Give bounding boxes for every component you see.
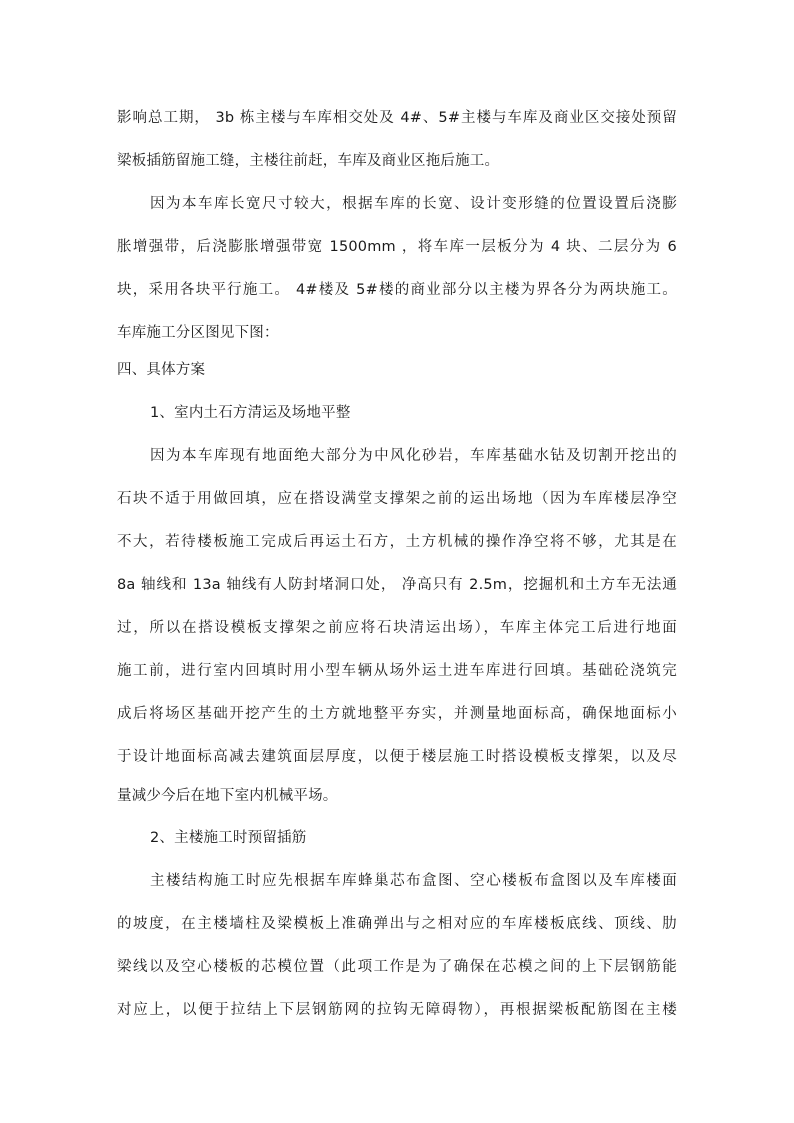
body-line: 石块不适于用做回填，应在搭设满堂支撑架之前的运出场地（因为车库楼层净空: [117, 491, 677, 507]
body-line: 因为本车库现有地面绝大部分为中风化砂岩，车库基础水钻及切割开挖出的: [150, 448, 677, 464]
subsection-heading: 2、主楼施工时预留插筋: [150, 830, 307, 846]
subsection-heading: 1、室内土石方清运及场地平整: [150, 405, 351, 421]
body-line: 不大，若待楼板施工完成后再运土石方，土方机械的操作净空将不够，尤其是在: [117, 534, 677, 550]
body-line: 对应上，以便于拉结上下层钢筋网的拉钩无障碍物），再根据梁板配筋图在主楼: [117, 1002, 677, 1018]
body-line: 车库施工分区图见下图：: [117, 325, 279, 341]
body-line: 的坡度，在主楼墙柱及梁模板上准确弹出与之相对应的车库楼板底线、顶线、肋: [117, 916, 677, 932]
body-line: 量减少今后在地下室内机械平场。: [117, 788, 338, 804]
body-line: 因为本车库长宽尺寸较大，根据车库的长宽、设计变形缝的位置设置后浇膨: [150, 196, 677, 212]
body-line: 梁板插筋留施工缝，主楼往前赶，车库及商业区拖后施工。: [117, 153, 500, 169]
body-line: 梁线以及空心楼板的芯模位置（此项工作是为了确保在芯模之间的上下层钢筋能: [117, 959, 677, 975]
body-line: 于设计地面标高减去建筑面层厚度，以便于楼层施工时搭设模板支撑架，以及尽: [117, 749, 677, 765]
section-heading: 四、具体方案: [117, 362, 206, 378]
body-line: 影响总工期， 3b 栋主楼与车库相交处及 4#、5#主楼与车库及商业区交接处预留: [117, 110, 677, 126]
body-line: 成后将场区基础开挖产生的土方就地整平夯实，并测量地面标高，确保地面标小: [117, 706, 677, 722]
body-line: 块，采用各块平行施工。 4#楼及 5#楼的商业部分以主楼为界各分为两块施工。: [117, 282, 677, 298]
body-line: 胀增强带，后浇膨胀增强带宽 1500mm ，将车库一层板分为 4 块、二层分为 6: [117, 239, 677, 255]
body-line: 施工前，进行室内回填时用小型车辆从场外运土进车库进行回填。基础砼浇筑完: [117, 663, 677, 679]
body-line: 8a 轴线和 13a 轴线有人防封堵洞口处， 净高只有 2.5m，挖掘机和土方车无法通: [117, 577, 677, 593]
body-line: 主楼结构施工时应先根据车库蜂巢芯布盒图、空心楼板布盒图以及车库楼面: [150, 873, 677, 889]
body-line: 过，所以在搭设模板支撑架之前应将石块清运出场），车库主体完工后进行地面: [117, 620, 677, 636]
